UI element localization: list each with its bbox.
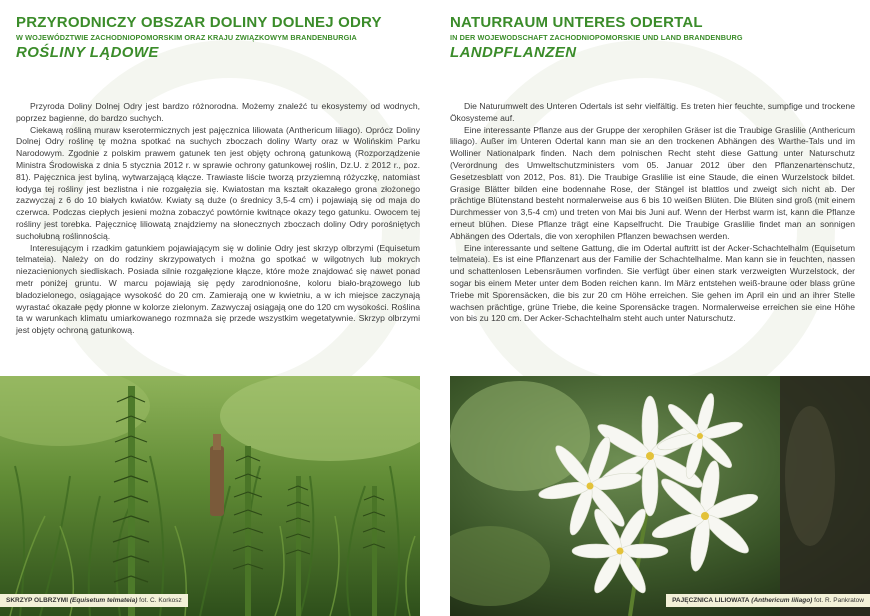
photo-caption: [0, 594, 188, 607]
caption-latin: (Equisetum telmateia): [69, 597, 138, 604]
section-title: LANDPFLANZEN: [450, 44, 577, 61]
caption-name: PAJĘCZNICA LILIOWATA: [672, 597, 750, 604]
caption-credit: fot. R. Pankratow: [814, 597, 864, 604]
right-header: [450, 14, 860, 61]
right-body-text: [450, 101, 855, 325]
paragraph: Eine interessante und seltene Gattung, die im Odertal auftritt ist der Acker-Schachtelhalm (Equisetum telmateia). Es ist eine Pflanzenart aus der Familie der Schachtelhalme. Man kann sie in feuchten, nassen und schattenlosen Lebensräumen vorfinden. Sie verfügt über einen stark verzweigten Wurzelstock, der sogar bis einem Meter unter dem Boden reichen kann. Im März entstehen weiß-braune oder blass grüne Triebe mit Sporensäcken, die bis zur 20 cm Höhe erreichen. Sie gehen im April ein und an ihrer Stelle wachsen prächtige, grüne Triebe, die keine Sporensäcke tragen. Normalerweise erreichen sie eine Höhe von bis zu 120 cm. Der Acker-Schachtelhalm steht auch unter Naturschutz.: [450, 242, 855, 324]
page-title: NATURRAUM UNTERES ODERTAL: [450, 14, 703, 31]
paragraph: Interesującym i rzadkim gatunkiem pojawiającym się w dolinie Odry jest skrzyp olbrzymi (Equisetum telmateia). Należy on do rodziny skrzypowatych i można go spotkać w wilgotnych lub mokrych niezacienionych siedliskach. Posiada silnie rozgałęzione kłącze, które może znajdować się nawet ponad metr poniżej gruntu. W marcu pojawiają się pędy zarodnionośne, koloru biało-brązowego lub bladozielonego, osiągające wysokość do 20 cm. Zamierają one w kwietniu, a w ich miejsce zaczynają wyrastać okazałe pędy płonne w kolorze zielonym. Zazwyczaj osiągają one do 120 cm wysokości. Roślina ta w warunkach klimatu umiarkowanego rozmnaża się przede wszystkim wegetatywnie. Skrzyp olbrzymi jest objęty ochroną gatunkową.: [16, 242, 420, 336]
lily-photo: [450, 376, 870, 616]
paragraph: Eine interessante Pflanze aus der Gruppe der xerophilen Gräser ist die Traubige Graslilie (Anthericum liliago). Außer im Unteren Odertal kann man sie an den trockenen Abhängen des Warthe-Tals und im Wolliner Nationalpark finden. Nach dem polnischen Recht steht diese Gattung unter Naturschutz (Verordnung des Umweltschutzministers vom 05. Januar 2012 über den Pflanzenartenschutz, Gesetzesblatt von 2012, Pos. 81). Die Traubige Graslilie ist eine Staude, die einen Wurzelstock bildet. Grasige Blätter bilden eine bodennahe Rose, der Stängel ist blattlos und zweigt sich nicht ab. Der prächtige Blütenstand besteht normalerweise aus 6 bis 10 weißen Blüten. Die Blüten sind groß (mit einem Durchmesser von 3,5-4 cm) und treten von Mai bis Juni auf. Wenn der Herbst warm ist, kann die Pflanze erneut blühen. Diese Pflanze trägt eine Kapselfrucht. Die Traubige Graslilie findet man an sonnigen Abhängen des Odertals, die von xerophilen Pflanzen bewachsen werden.: [450, 124, 855, 241]
caption-latin: (Anthericum liliago): [751, 597, 813, 604]
page-subtitle: W WOJEWÓDZTWIE ZACHODNIOPOMORSKIM ORAZ KRAJU ZWIĄZKOWYM BRANDENBURGIA: [16, 33, 357, 42]
paragraph: Ciekawą rośliną muraw kserotermicznych jest pajęcznica liliowata (Anthericum liliago). Oprócz Doliny Dolnej Odry roślinę tę można spotkać na suchych zboczach doliny Warty oraz w Wolińskim Parku Narodowym. Zgodnie z polskim prawem gatunek ten jest objęty ochroną gatunkową (Rozporządzenie Ministra Środowiska z dnia 5 stycznia 2012 r. w sprawie ochrony gatunkowej roślin, Dz.U. z 2012 r., poz. 81). Pajęcznica jest byliną, wytwarzającą kłącze. Trawiaste liście tworzą przyziemną różyczkę, natomiast łodyga tej rośliny jest bezlistna i nie rozgałęzia się. Kwiatostan ma kształt okazałego grona złożonego zazwyczaj z 6 do 10 białych kwiatów. Kwiaty są duże (o średnicy 3,5-4 cm) i pojawiają się od maja do czerwca. Podczas ciepłych jesieni można zobaczyć powtórnie kwitnące okazy tego gatunku. Owocem tej rośliny jest torebka. Pajęcznicę liliowatą znajdziemy na słonecznych zboczach doliny Odry porośniętych suchołubną roślinnością.: [16, 124, 420, 241]
page-title: PRZYRODNICZY OBSZAR DOLINY DOLNEJ ODRY: [16, 14, 382, 31]
horsetail-photo: [0, 376, 420, 616]
photo-caption: [666, 594, 870, 607]
right-page: [435, 0, 870, 616]
paragraph: Die Naturumwelt des Unteren Odertals ist sehr vielfältig. Es treten hier feuchte, sumpfige und trockene Ökosysteme auf.: [450, 101, 855, 123]
horsetail-illustration: [0, 376, 420, 616]
caption-credit: fot. C. Korkosz: [139, 597, 182, 604]
section-title: ROŚLINY LĄDOWE: [16, 44, 159, 61]
left-header: [16, 14, 426, 61]
lily-illustration: [450, 376, 870, 616]
left-body-text: [16, 101, 420, 337]
page-subtitle: IN DER WOJEWODSCHAFT ZACHODNIOPOMORSKIE UND LAND BRANDENBURG: [450, 33, 743, 42]
caption-name: SKRZYP OLBRZYMI: [6, 597, 68, 604]
paragraph: Przyroda Doliny Dolnej Odry jest bardzo różnorodna. Możemy znaleźć tu ekosystemy od wodnych, poprzez bagienne, do bardzo suchych.: [16, 101, 420, 123]
